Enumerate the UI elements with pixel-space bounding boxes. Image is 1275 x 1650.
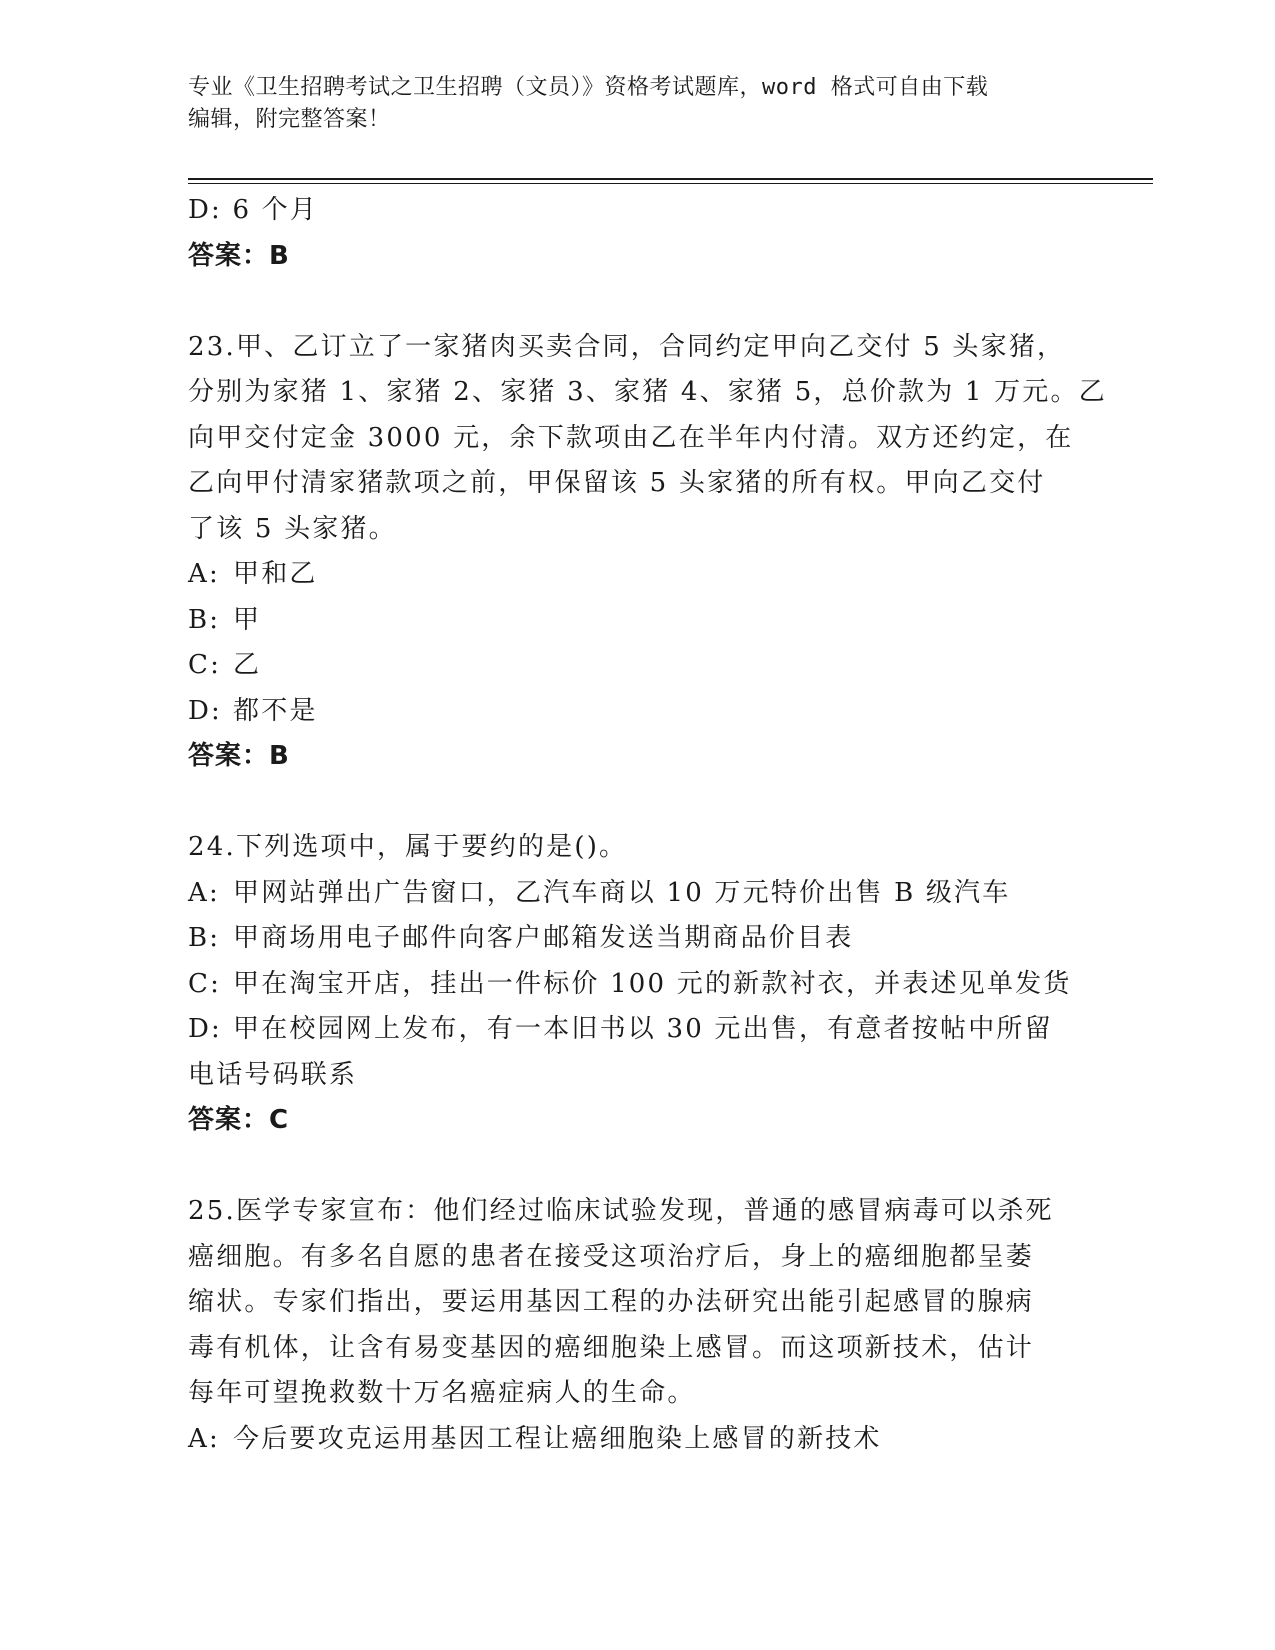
document-header: [188, 72, 1068, 136]
option-text: 甲商场用电子邮件向客户邮箱发送当期商品价目表: [233, 923, 854, 953]
spacer: [188, 1144, 1088, 1190]
option-text: 甲: [233, 604, 262, 635]
option-text: 甲和乙: [233, 559, 318, 589]
option-text: 今后要攻克运用基因工程让癌细胞染上感冒的新技术: [233, 1423, 882, 1454]
header-divider-thin: [188, 183, 1153, 184]
q23-stem-line: 了该 5 头家猪。: [188, 513, 397, 544]
header-line-2: 编辑，附完整答案！: [188, 107, 391, 132]
q23-option-a: [188, 552, 1088, 598]
q25-stem-line: 每年可望挽救数十万名癌症病人的生命。: [188, 1378, 696, 1408]
q23-stem-line: 分别为家猪 1、家猪 2、家猪 3、家猪 4、家猪 5，总价款为 1 万元。乙: [188, 377, 1107, 407]
question-22: [188, 188, 1088, 279]
option-key: A:: [188, 559, 220, 589]
q25-stem-line: 癌细胞。有多名自愿的患者在接受这项治疗后，身上的癌细胞都呈萎: [188, 1241, 1035, 1272]
q23-stem-line: 乙向甲付清家猪款项之前，甲保留该 5 头家猪的所有权。甲向乙交付: [188, 468, 1046, 498]
header-line-1: 专业《卫生招聘考试之卫生招聘（文员）》资格考试题库，word 格式可自由下载: [188, 75, 989, 100]
q25-stem-line: 缩状。专家们指出，要运用基因工程的办法研究出能引起感冒的腺病: [188, 1287, 1035, 1317]
option-text: 乙: [233, 650, 262, 680]
q24-option-b: [188, 916, 1088, 962]
q24-answer: 答案：C: [188, 1105, 290, 1135]
question-25: [188, 1189, 1088, 1462]
header-divider-thick: [188, 178, 1153, 180]
option-text: 甲在校园网上发布，有一本旧书以 30 元出售，有意者按帖中所留: [233, 1014, 1053, 1044]
q22-option-d: D: 6 个月: [188, 195, 319, 225]
option-key: B:: [188, 923, 221, 953]
option-key: D:: [188, 695, 223, 726]
spacer: [188, 279, 1088, 325]
option-key: C:: [188, 650, 222, 680]
q24-option-c: [188, 962, 1088, 1008]
q23-option-c: [188, 643, 1088, 689]
option-key: A:: [188, 877, 220, 908]
spacer: [188, 780, 1088, 826]
option-key: A:: [188, 1423, 220, 1454]
q23-option-b: [188, 598, 1088, 644]
q24-option-d: [188, 1007, 1088, 1053]
q23-option-d: [188, 689, 1088, 735]
question-content: [188, 188, 1107, 1462]
question-23: [188, 325, 1107, 780]
q23-stem-line: 23.甲、乙订立了一家猪肉买卖合同，合同约定甲向乙交付 5 头家猪，: [188, 331, 1066, 362]
q23-answer: 答案：B: [188, 741, 290, 771]
q25-stem-line: 毒有机体，让含有易变基因的癌细胞染上感冒。而这项新技术，估计: [188, 1332, 1035, 1363]
option-text: 甲在淘宝开店，挂出一件标价 100 元的新款衬衣，并表述见单发货: [233, 968, 1072, 999]
q24-stem: 24.下列选项中，属于要约的是()。: [188, 832, 628, 862]
option-key: D:: [188, 1014, 223, 1044]
q25-option-a: [188, 1417, 1088, 1463]
q23-stem-line: 向甲交付定金 3000 元，余下款项由乙在半年内付清。双方还约定，在: [188, 422, 1074, 453]
option-key: C:: [188, 968, 222, 999]
question-24: [188, 825, 1088, 1144]
q22-answer: 答案：B: [188, 240, 290, 271]
q25-stem-line: 25.医学专家宣布：他们经过临床试验发现，普通的感冒病毒可以杀死: [188, 1196, 1054, 1226]
option-text: 都不是: [233, 695, 318, 726]
option-text: 甲网站弹出广告窗口，乙汽车商以 10 万元特价出售 B 级汽车: [233, 877, 1011, 908]
q24-option-a: [188, 871, 1088, 917]
q24-option-d-continued: 电话号码联系: [188, 1059, 358, 1090]
option-key: B:: [188, 604, 221, 635]
